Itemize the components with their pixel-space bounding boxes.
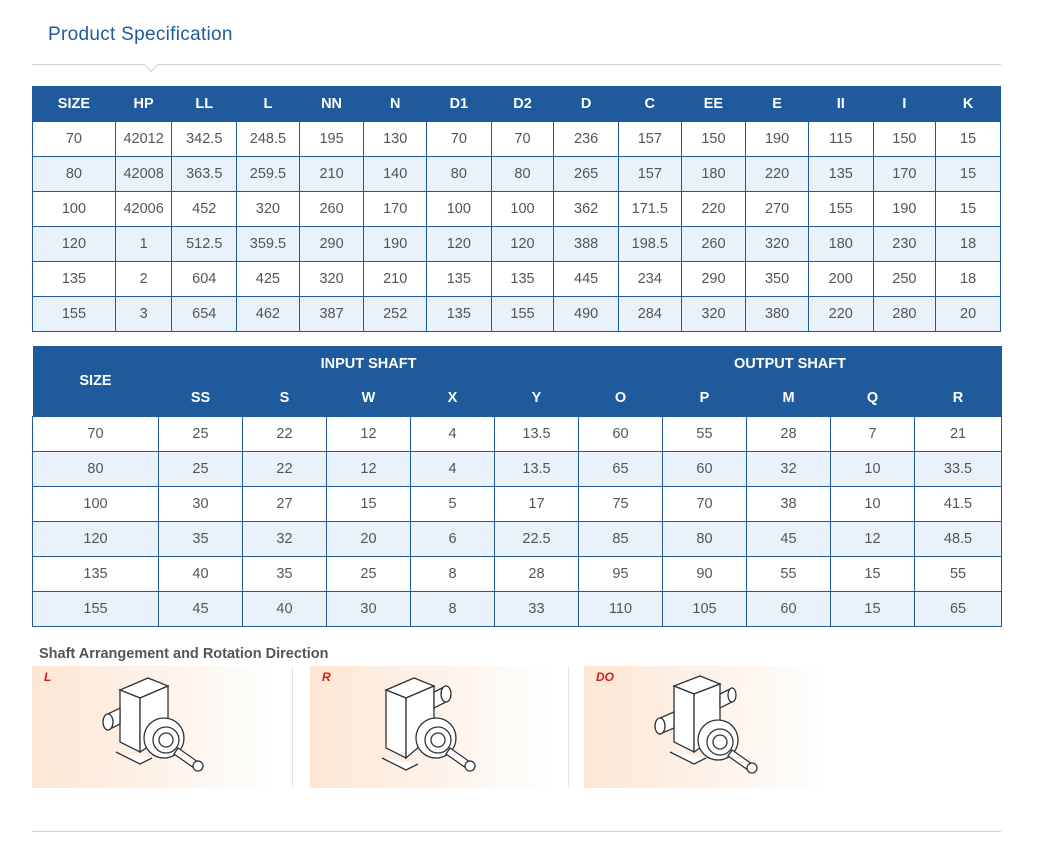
table-row [33, 192, 1001, 227]
table-cell: 28 [495, 556, 579, 591]
table-cell: 198.5 [618, 227, 681, 262]
table-row [33, 157, 1001, 192]
table-cell: 2 [115, 262, 172, 297]
table-cell: 12 [831, 521, 915, 556]
arrangement-label: DO [596, 670, 614, 684]
table-cell: 60 [747, 591, 831, 626]
column-header-nn: NN [299, 87, 364, 122]
table-cell: 195 [299, 122, 364, 157]
table-row [33, 122, 1001, 157]
shaft-size-header: SIZE [33, 346, 159, 416]
table-cell: 15 [327, 486, 411, 521]
gearbox-right-arrangement-icon [368, 672, 508, 782]
table-cell: 41.5 [915, 486, 1002, 521]
column-header-l: L [237, 87, 300, 122]
table-cell: 4 [411, 451, 495, 486]
table-cell: 270 [746, 192, 809, 227]
table-cell: 462 [237, 297, 300, 332]
arrangement-panel-do [584, 666, 828, 788]
table-cell: 320 [681, 297, 746, 332]
table-cell: 190 [746, 122, 809, 157]
table-cell: 388 [554, 227, 619, 262]
title-divider [32, 64, 1001, 65]
table-cell: 33.5 [915, 451, 1002, 486]
table-cell: 171.5 [618, 192, 681, 227]
table-cell: 320 [237, 192, 300, 227]
table-cell: 180 [681, 157, 746, 192]
column-header-hp: HP [115, 87, 172, 122]
arrangement-title: Shaft Arrangement and Rotation Direction [39, 646, 329, 662]
table-cell: 425 [237, 262, 300, 297]
column-header-x: X [411, 381, 495, 416]
table-cell: 22 [243, 416, 327, 451]
table-cell: 80 [33, 451, 159, 486]
table-cell: 42008 [115, 157, 172, 192]
column-header-ii: II [808, 87, 873, 122]
dimensions-table-header-row [33, 87, 1001, 122]
table-cell: 45 [159, 591, 243, 626]
table-cell: 95 [579, 556, 663, 591]
table-cell: 20 [936, 297, 1001, 332]
table-cell: 65 [915, 591, 1002, 626]
table-cell: 15 [936, 192, 1001, 227]
column-header-s: S [243, 381, 327, 416]
table-cell: 65 [579, 451, 663, 486]
table-cell: 25 [159, 416, 243, 451]
table-cell: 100 [33, 192, 116, 227]
column-header-ee: EE [681, 87, 746, 122]
gearbox-left-arrangement-icon [90, 672, 230, 782]
column-header-m: M [747, 381, 831, 416]
column-header-d1: D1 [427, 87, 492, 122]
table-cell: 604 [172, 262, 237, 297]
arrangement-label: R [322, 670, 331, 684]
table-cell: 135 [427, 262, 492, 297]
table-cell: 6 [411, 521, 495, 556]
table-cell: 260 [299, 192, 364, 227]
table-cell: 38 [747, 486, 831, 521]
table-cell: 22 [243, 451, 327, 486]
table-cell: 157 [618, 122, 681, 157]
table-cell: 280 [873, 297, 936, 332]
table-row [33, 556, 1002, 591]
table-cell: 70 [427, 122, 492, 157]
table-cell: 250 [873, 262, 936, 297]
column-header-w: W [327, 381, 411, 416]
table-cell: 33 [495, 591, 579, 626]
table-cell: 210 [364, 262, 427, 297]
column-header-p: P [663, 381, 747, 416]
table-cell: 445 [554, 262, 619, 297]
table-cell: 85 [579, 521, 663, 556]
table-cell: 290 [681, 262, 746, 297]
dimensions-table [32, 86, 1001, 332]
table-cell: 17 [495, 486, 579, 521]
bottom-divider [32, 831, 1001, 832]
arrangement-panel-l [32, 666, 276, 788]
table-cell: 259.5 [237, 157, 300, 192]
table-cell: 320 [299, 262, 364, 297]
table-cell: 135 [33, 556, 159, 591]
table-cell: 387 [299, 297, 364, 332]
arrangement-panel-r [310, 666, 554, 788]
table-cell: 120 [33, 227, 116, 262]
table-cell: 155 [491, 297, 554, 332]
table-cell: 190 [364, 227, 427, 262]
table-cell: 150 [873, 122, 936, 157]
table-cell: 170 [364, 192, 427, 227]
column-header-d: D [554, 87, 619, 122]
table-cell: 70 [491, 122, 554, 157]
table-cell: 48.5 [915, 521, 1002, 556]
table-cell: 45 [747, 521, 831, 556]
table-cell: 60 [663, 451, 747, 486]
table-cell: 15 [831, 556, 915, 591]
table-cell: 155 [33, 297, 116, 332]
table-cell: 12 [327, 416, 411, 451]
table-row [33, 521, 1002, 556]
table-cell: 105 [663, 591, 747, 626]
table-cell: 35 [243, 556, 327, 591]
table-row [33, 297, 1001, 332]
table-cell: 15 [831, 591, 915, 626]
table-cell: 363.5 [172, 157, 237, 192]
table-cell: 120 [427, 227, 492, 262]
table-cell: 30 [327, 591, 411, 626]
table-cell: 220 [746, 157, 809, 192]
column-header-r: R [915, 381, 1002, 416]
table-row [33, 227, 1001, 262]
table-cell: 80 [427, 157, 492, 192]
column-header-size: SIZE [33, 87, 116, 122]
table-row [33, 416, 1002, 451]
table-cell: 28 [747, 416, 831, 451]
table-cell: 115 [808, 122, 873, 157]
table-cell: 18 [936, 227, 1001, 262]
shaft-table [32, 346, 1002, 627]
table-row [33, 486, 1002, 521]
table-cell: 20 [327, 521, 411, 556]
output-shaft-header: OUTPUT SHAFT [579, 346, 1002, 381]
table-cell: 70 [33, 122, 116, 157]
table-cell: 100 [33, 486, 159, 521]
table-cell: 5 [411, 486, 495, 521]
table-cell: 284 [618, 297, 681, 332]
table-cell: 3 [115, 297, 172, 332]
table-cell: 210 [299, 157, 364, 192]
table-cell: 30 [159, 486, 243, 521]
table-cell: 55 [663, 416, 747, 451]
table-cell: 42006 [115, 192, 172, 227]
table-cell: 140 [364, 157, 427, 192]
table-cell: 10 [831, 451, 915, 486]
table-cell: 13.5 [495, 416, 579, 451]
table-cell: 15 [936, 157, 1001, 192]
table-cell: 7 [831, 416, 915, 451]
table-cell: 236 [554, 122, 619, 157]
table-cell: 18 [936, 262, 1001, 297]
table-cell: 55 [915, 556, 1002, 591]
shaft-table-header-row [33, 381, 1002, 416]
table-cell: 80 [33, 157, 116, 192]
table-cell: 157 [618, 157, 681, 192]
table-cell: 234 [618, 262, 681, 297]
arrangement-label: L [44, 670, 52, 684]
table-cell: 362 [554, 192, 619, 227]
table-cell: 40 [159, 556, 243, 591]
table-cell: 135 [491, 262, 554, 297]
table-cell: 170 [873, 157, 936, 192]
table-cell: 260 [681, 227, 746, 262]
table-cell: 13.5 [495, 451, 579, 486]
column-header-d2: D2 [491, 87, 554, 122]
page-title: Product Specification [48, 24, 233, 45]
table-cell: 4 [411, 416, 495, 451]
table-cell: 220 [808, 297, 873, 332]
table-cell: 252 [364, 297, 427, 332]
table-cell: 130 [364, 122, 427, 157]
table-cell: 10 [831, 486, 915, 521]
table-cell: 490 [554, 297, 619, 332]
table-cell: 40 [243, 591, 327, 626]
input-shaft-header: INPUT SHAFT [159, 346, 579, 381]
table-row [33, 451, 1002, 486]
column-header-c: C [618, 87, 681, 122]
column-header-ss: SS [159, 381, 243, 416]
table-cell: 60 [579, 416, 663, 451]
table-cell: 90 [663, 556, 747, 591]
column-header-q: Q [831, 381, 915, 416]
column-header-k: K [936, 87, 1001, 122]
table-cell: 27 [243, 486, 327, 521]
table-cell: 380 [746, 297, 809, 332]
table-cell: 220 [681, 192, 746, 227]
column-header-ll: LL [172, 87, 237, 122]
table-cell: 155 [33, 591, 159, 626]
table-cell: 265 [554, 157, 619, 192]
table-cell: 342.5 [172, 122, 237, 157]
arrangement-divider [292, 666, 293, 788]
table-cell: 21 [915, 416, 1002, 451]
column-header-y: Y [495, 381, 579, 416]
table-cell: 350 [746, 262, 809, 297]
table-cell: 8 [411, 591, 495, 626]
table-row [33, 262, 1001, 297]
table-cell: 35 [159, 521, 243, 556]
table-cell: 32 [747, 451, 831, 486]
arrangement-divider [568, 666, 569, 788]
table-cell: 25 [159, 451, 243, 486]
table-cell: 180 [808, 227, 873, 262]
table-cell: 120 [33, 521, 159, 556]
table-cell: 120 [491, 227, 554, 262]
table-cell: 230 [873, 227, 936, 262]
table-cell: 155 [808, 192, 873, 227]
column-header-n: N [364, 87, 427, 122]
table-cell: 290 [299, 227, 364, 262]
table-cell: 320 [746, 227, 809, 262]
table-cell: 1 [115, 227, 172, 262]
table-cell: 55 [747, 556, 831, 591]
shaft-table-group-row [33, 346, 1002, 381]
table-cell: 80 [491, 157, 554, 192]
table-cell: 25 [327, 556, 411, 591]
table-cell: 150 [681, 122, 746, 157]
title-divider-notch [144, 58, 158, 72]
table-cell: 15 [936, 122, 1001, 157]
table-row [33, 591, 1002, 626]
gearbox-double-output-arrangement-icon [648, 672, 788, 782]
table-cell: 70 [33, 416, 159, 451]
table-cell: 8 [411, 556, 495, 591]
table-cell: 22.5 [495, 521, 579, 556]
table-cell: 32 [243, 521, 327, 556]
table-cell: 512.5 [172, 227, 237, 262]
column-header-o: O [579, 381, 663, 416]
table-cell: 75 [579, 486, 663, 521]
table-cell: 452 [172, 192, 237, 227]
column-header-e: E [746, 87, 809, 122]
table-cell: 100 [491, 192, 554, 227]
table-cell: 80 [663, 521, 747, 556]
table-cell: 70 [663, 486, 747, 521]
table-cell: 248.5 [237, 122, 300, 157]
table-cell: 359.5 [237, 227, 300, 262]
table-cell: 200 [808, 262, 873, 297]
table-cell: 110 [579, 591, 663, 626]
table-cell: 190 [873, 192, 936, 227]
table-cell: 135 [808, 157, 873, 192]
table-cell: 654 [172, 297, 237, 332]
table-cell: 42012 [115, 122, 172, 157]
table-cell: 12 [327, 451, 411, 486]
table-cell: 100 [427, 192, 492, 227]
column-header-i: I [873, 87, 936, 122]
table-cell: 135 [427, 297, 492, 332]
table-cell: 135 [33, 262, 116, 297]
